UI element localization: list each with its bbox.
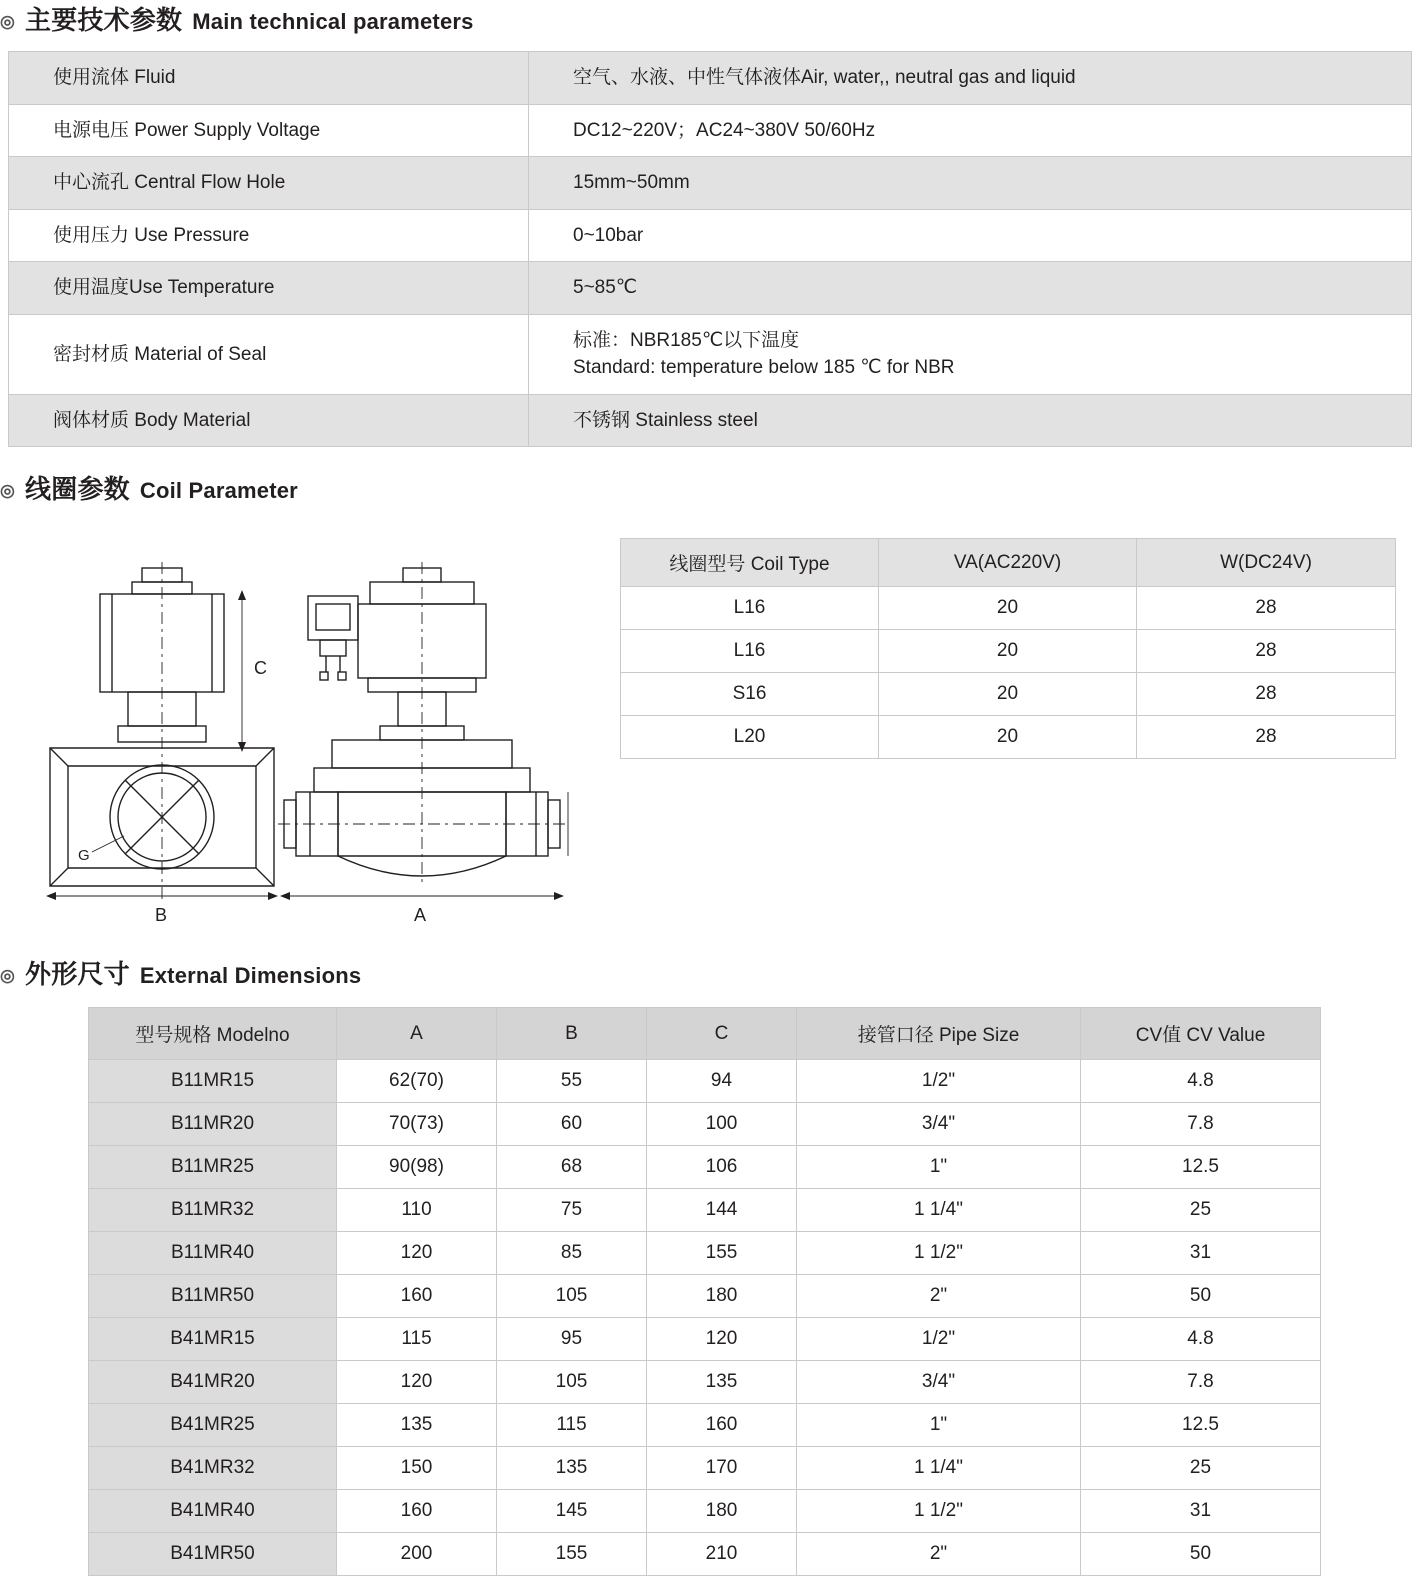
table-row — [89, 1318, 1321, 1361]
table-cell: 28 — [1137, 716, 1396, 759]
table-cell: 28 — [1137, 630, 1396, 673]
table-cell: 2" — [797, 1275, 1081, 1318]
table-cell: 75 — [497, 1189, 647, 1232]
parameter-label: 使用流体 Fluid — [9, 52, 529, 105]
table-row — [89, 1361, 1321, 1404]
table-row — [89, 1232, 1321, 1275]
table-cell: 106 — [647, 1146, 797, 1189]
table-cell: L16 — [621, 587, 879, 630]
drawing-label-c: C — [254, 658, 267, 679]
parameter-label: 电源电压 Power Supply Voltage — [9, 104, 529, 157]
table-row — [621, 716, 1396, 759]
section-title-en: Coil Parameter — [139, 478, 298, 504]
model-cell: B11MR15 — [89, 1060, 337, 1103]
table-cell: 105 — [497, 1275, 647, 1318]
table-row — [89, 1404, 1321, 1447]
parameter-label: 使用温度Use Temperature — [9, 262, 529, 315]
table-cell: 85 — [497, 1232, 647, 1275]
section-heading-external-dimensions — [0, 954, 1423, 991]
column-header: 线圈型号 Coil Type — [621, 539, 879, 587]
model-cell: B41MR40 — [89, 1490, 337, 1533]
table-cell: 200 — [337, 1533, 497, 1576]
table-cell: 94 — [647, 1060, 797, 1103]
table-cell: 135 — [647, 1361, 797, 1404]
bullet-icon: ◎ — [0, 12, 16, 31]
table-cell: 145 — [497, 1490, 647, 1533]
table-row — [9, 52, 1412, 105]
parameter-value — [529, 209, 1412, 262]
table-row — [9, 209, 1412, 262]
parameter-label: 阀体材质 Body Material — [9, 394, 529, 447]
parameter-label: 密封材质 Material of Seal — [9, 314, 529, 394]
table-cell: 160 — [647, 1404, 797, 1447]
table-cell: 68 — [497, 1146, 647, 1189]
section-title-cn: 主要技术参数 — [25, 5, 183, 35]
table-cell: 144 — [647, 1189, 797, 1232]
section-title-en: External Dimensions — [139, 963, 362, 989]
parameter-value — [529, 104, 1412, 157]
section-title-cn: 外形尺寸 — [25, 959, 130, 990]
drawing-label-b: B — [155, 905, 168, 926]
model-cell: B11MR20 — [89, 1103, 337, 1146]
table-cell: 20 — [879, 630, 1137, 673]
column-header: B — [497, 1008, 647, 1060]
section-title-cn: 线圈参数 — [25, 474, 130, 505]
table-cell: 95 — [497, 1318, 647, 1361]
parameter-value-line: 0~10bar — [573, 224, 644, 246]
table-cell: 4.8 — [1081, 1060, 1321, 1103]
table-cell: 7.8 — [1081, 1361, 1321, 1404]
table-cell: 155 — [647, 1232, 797, 1275]
table-cell: 120 — [337, 1232, 497, 1275]
bullet-icon: ◎ — [0, 966, 16, 986]
parameter-value-line: 空气、水液、中性气体液体Air, water,, neutral gas and liquid — [573, 67, 1076, 88]
table-cell: 62(70) — [337, 1060, 497, 1103]
table-cell: 20 — [879, 587, 1137, 630]
table-cell: L16 — [621, 630, 879, 673]
table-cell: 4.8 — [1081, 1318, 1321, 1361]
table-cell: 1 1/4" — [797, 1189, 1081, 1232]
table-cell: 155 — [497, 1533, 647, 1576]
table-cell: 110 — [337, 1189, 497, 1232]
parameter-label: 使用压力 Use Pressure — [9, 209, 529, 262]
table-cell: 115 — [497, 1404, 647, 1447]
parameter-value-line: Standard: temperature below 185 ℃ for NBR — [573, 357, 955, 379]
table-cell: 12.5 — [1081, 1404, 1321, 1447]
model-cell: B41MR20 — [89, 1361, 337, 1404]
parameter-value — [529, 394, 1412, 447]
table-cell: 180 — [647, 1275, 797, 1318]
column-header: C — [647, 1008, 797, 1060]
parameter-value — [529, 314, 1412, 394]
table-cell: 180 — [647, 1490, 797, 1533]
table-cell: 7.8 — [1081, 1103, 1321, 1146]
model-cell: B41MR15 — [89, 1318, 337, 1361]
parameter-value-line: 不锈钢 Stainless steel — [573, 409, 758, 431]
table-cell: 28 — [1137, 587, 1396, 630]
table-cell: 3/4" — [797, 1361, 1081, 1404]
table-cell: 3/4" — [797, 1103, 1081, 1146]
table-cell: 1 1/2" — [797, 1232, 1081, 1275]
coil-parameter-table — [620, 538, 1396, 759]
table-row — [89, 1060, 1321, 1103]
parameter-value — [529, 262, 1412, 315]
table-cell: 50 — [1081, 1275, 1321, 1318]
model-cell: B11MR32 — [89, 1189, 337, 1232]
column-header: 接管口径 Pipe Size — [797, 1008, 1081, 1060]
table-row — [9, 262, 1412, 315]
table-cell: 135 — [337, 1404, 497, 1447]
column-header: VA(AC220V) — [879, 539, 1137, 587]
table-cell: 150 — [337, 1447, 497, 1490]
table-row — [89, 1146, 1321, 1189]
table-row — [89, 1447, 1321, 1490]
external-dimensions-table — [88, 1007, 1321, 1576]
table-row — [621, 630, 1396, 673]
column-header: CV值 CV Value — [1081, 1008, 1321, 1060]
table-cell: 115 — [337, 1318, 497, 1361]
table-row — [621, 587, 1396, 630]
table-row — [89, 1103, 1321, 1146]
table-cell: 1/2" — [797, 1318, 1081, 1361]
table-cell: 120 — [337, 1361, 497, 1404]
parameter-value-line: 标准：NBR185℃以下温度 — [573, 329, 800, 351]
table-cell: 25 — [1081, 1189, 1321, 1232]
table-row — [9, 104, 1412, 157]
model-cell: B11MR25 — [89, 1146, 337, 1189]
column-header: W(DC24V) — [1137, 539, 1396, 587]
table-row — [89, 1533, 1321, 1576]
table-cell: 12.5 — [1081, 1146, 1321, 1189]
table-cell: 28 — [1137, 673, 1396, 716]
table-cell: 105 — [497, 1361, 647, 1404]
table-cell: 135 — [497, 1447, 647, 1490]
table-row — [9, 394, 1412, 447]
table-cell: 2" — [797, 1533, 1081, 1576]
table-cell: 20 — [879, 673, 1137, 716]
table-cell: 100 — [647, 1103, 797, 1146]
table-cell: 160 — [337, 1275, 497, 1318]
table-cell: 25 — [1081, 1447, 1321, 1490]
table-cell: 31 — [1081, 1232, 1321, 1275]
table-cell: 1" — [797, 1146, 1081, 1189]
table-cell: 1/2" — [797, 1060, 1081, 1103]
table-cell: L20 — [621, 716, 879, 759]
table-row — [89, 1189, 1321, 1232]
parameter-label: 中心流孔 Central Flow Hole — [9, 157, 529, 210]
table-cell: 210 — [647, 1533, 797, 1576]
table-cell: 60 — [497, 1103, 647, 1146]
table-row — [89, 1490, 1321, 1533]
parameter-value — [529, 52, 1412, 105]
table-cell: 20 — [879, 716, 1137, 759]
model-cell: B41MR32 — [89, 1447, 337, 1490]
table-cell: 1" — [797, 1404, 1081, 1447]
model-cell: B11MR40 — [89, 1232, 337, 1275]
table-cell: 90(98) — [337, 1146, 497, 1189]
drawing-label-a: A — [414, 905, 427, 926]
model-cell: B11MR50 — [89, 1275, 337, 1318]
table-cell: 1 1/2" — [797, 1490, 1081, 1533]
table-row — [89, 1275, 1321, 1318]
table-cell: 160 — [337, 1490, 497, 1533]
section-heading-coil-parameter — [0, 469, 1423, 506]
section-heading-technical-parameters — [0, 0, 1423, 37]
solenoid-valve-drawing — [20, 556, 580, 926]
table-cell: 1 1/4" — [797, 1447, 1081, 1490]
table-cell: 55 — [497, 1060, 647, 1103]
technical-parameters-table — [8, 51, 1412, 447]
parameter-value-line: DC12~220V；AC24~380V 50/60Hz — [573, 119, 876, 141]
model-cell: B41MR25 — [89, 1404, 337, 1447]
table-cell: S16 — [621, 673, 879, 716]
table-cell: 70(73) — [337, 1103, 497, 1146]
section-title-en: Main technical parameters — [192, 9, 474, 34]
table-row — [9, 157, 1412, 210]
parameter-value-line: 15mm~50mm — [573, 172, 690, 194]
table-cell: 50 — [1081, 1533, 1321, 1576]
table-cell: 170 — [647, 1447, 797, 1490]
table-cell: 31 — [1081, 1490, 1321, 1533]
column-header: 型号规格 Modelno — [89, 1008, 337, 1060]
bullet-icon: ◎ — [0, 481, 16, 501]
column-header: A — [337, 1008, 497, 1060]
parameter-value-line: 5~85℃ — [573, 277, 638, 299]
table-cell: 120 — [647, 1318, 797, 1361]
model-cell: B41MR50 — [89, 1533, 337, 1576]
table-row — [9, 314, 1412, 394]
table-row — [621, 673, 1396, 716]
parameter-value — [529, 157, 1412, 210]
drawing-label-g: G — [78, 847, 90, 865]
